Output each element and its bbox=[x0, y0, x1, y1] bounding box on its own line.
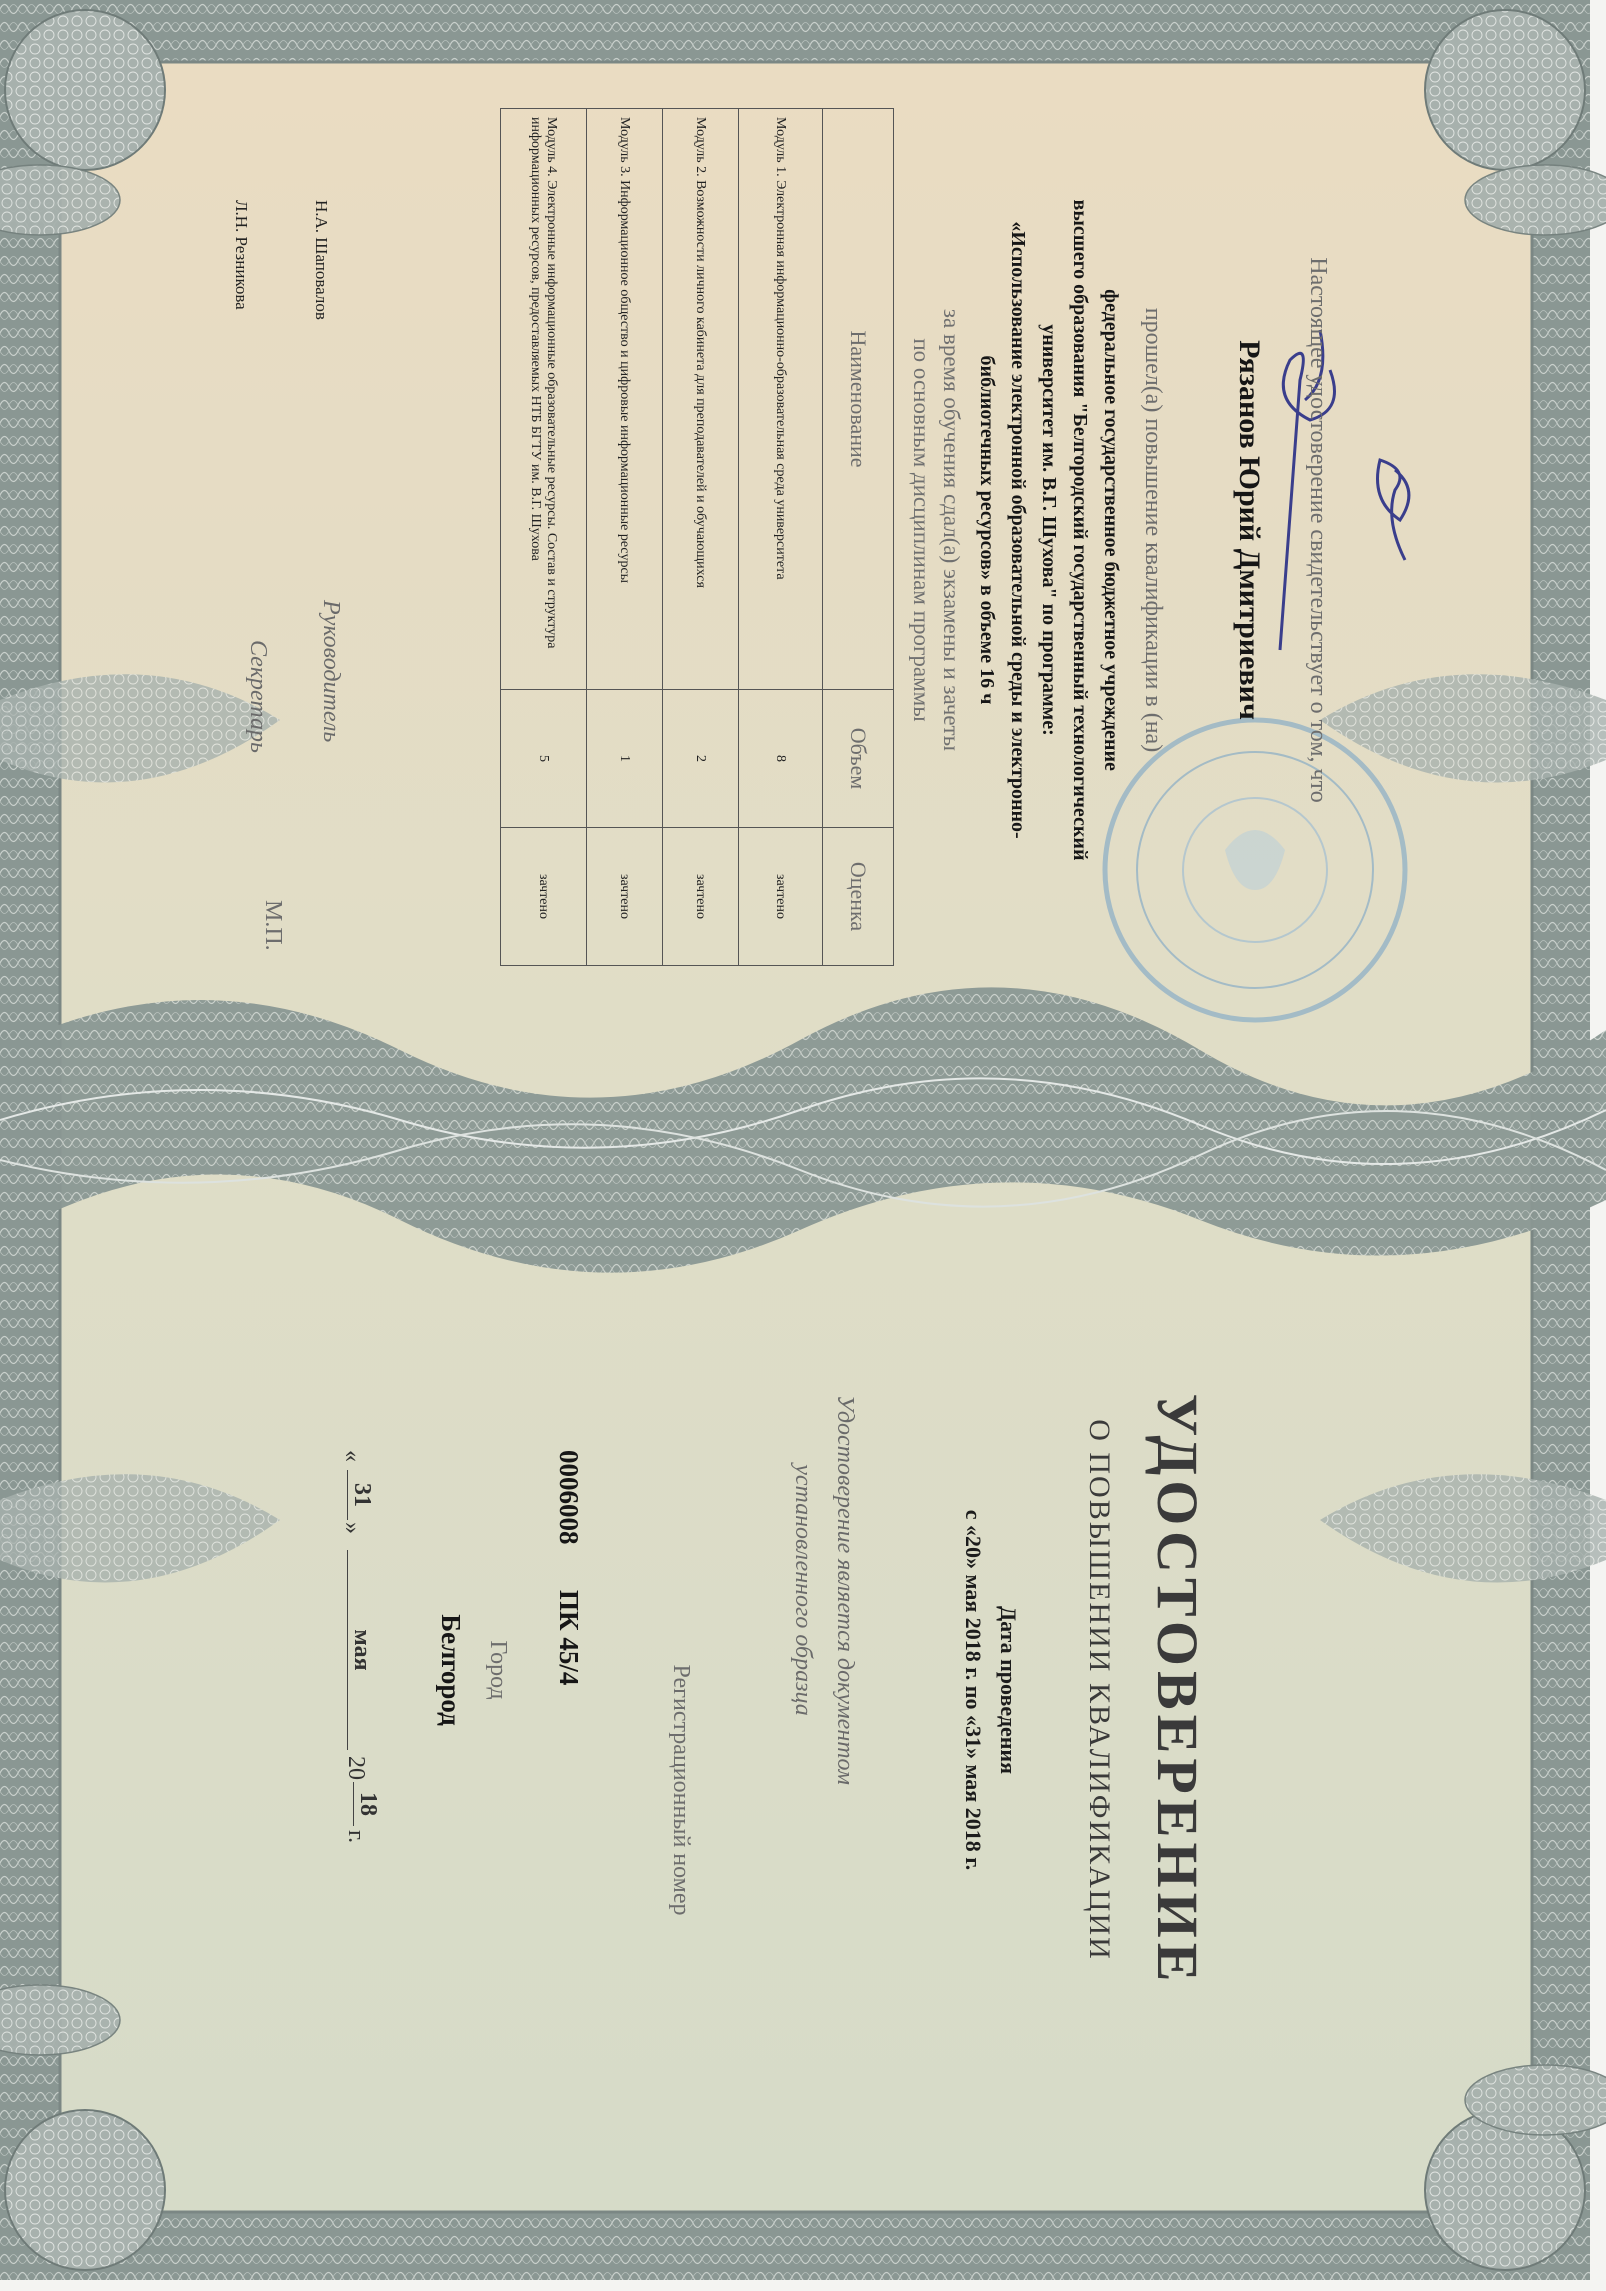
module-name: Модуль 1. Электронная информационно-образовательная среда университета bbox=[739, 109, 823, 690]
module-volume: 8 bbox=[739, 690, 823, 828]
issue-year-prefix: 20 bbox=[343, 1756, 369, 1780]
exams-block bbox=[906, 120, 966, 940]
issue-date-open-quote: « bbox=[339, 1450, 365, 1462]
modules-table bbox=[500, 108, 894, 966]
issue-date-close-quote: » bbox=[339, 1522, 365, 1534]
table-row bbox=[739, 109, 823, 966]
module-volume: 1 bbox=[587, 690, 663, 828]
header-volume: Объем bbox=[823, 690, 894, 828]
issue-day: 31 bbox=[347, 1470, 375, 1520]
stamp-label: М.П. bbox=[260, 900, 286, 951]
table-row bbox=[587, 109, 663, 966]
holder-full-name: Рязанов Юрий Дмитриевич bbox=[1233, 340, 1266, 720]
issue-year-unit: г. bbox=[343, 1830, 369, 1844]
standard-note-line1: Удостоверение является документом bbox=[832, 1395, 858, 1785]
reg-number: 0006008 bbox=[554, 1450, 584, 1545]
exams-line1: за время обучения сдал(а) экзамены и зачеты bbox=[939, 308, 964, 752]
header-name: Наименование bbox=[823, 109, 894, 690]
issue-month: мая bbox=[347, 1550, 375, 1750]
org-line2: высшего образования "Белгородский государственный технологический bbox=[1069, 199, 1091, 861]
table-header-row bbox=[823, 109, 894, 966]
header-grade: Оценка bbox=[823, 828, 894, 966]
head-label: Руководитель bbox=[318, 600, 344, 743]
city-label: Город bbox=[485, 1640, 511, 1700]
intro-text: Настоящее удостоверение свидетельствует о том, что bbox=[1305, 257, 1331, 803]
dates-label: Дата проведения bbox=[996, 1605, 1021, 1774]
module-grade: зачтено bbox=[663, 828, 739, 966]
secretary-label: Секретарь bbox=[245, 640, 271, 753]
organization-block bbox=[971, 120, 1126, 940]
reg-number-label: Регистрационный номер bbox=[668, 1664, 694, 1916]
module-volume: 5 bbox=[501, 690, 587, 828]
exams-line2: по основным дисциплинам программы bbox=[909, 338, 934, 722]
series-code: ПК 45/4 bbox=[554, 1590, 584, 1686]
table-row bbox=[663, 109, 739, 966]
program-line1: «Использование электронной образовательной среды и электронно- bbox=[1007, 221, 1029, 839]
module-volume: 2 bbox=[663, 690, 739, 828]
city-name: Белгород bbox=[436, 1614, 466, 1726]
org-line1: федеральное государственное бюджетное учреждение bbox=[1100, 289, 1122, 771]
module-name: Модуль 3. Информационное общество и цифровые информационные ресурсы bbox=[587, 109, 663, 690]
standard-note-line2: установленного образца bbox=[790, 1464, 816, 1716]
table-row bbox=[501, 109, 587, 966]
issue-year: 18 bbox=[353, 1782, 381, 1826]
program-line2: библиотечных ресурсов» в объеме 16 ч bbox=[976, 355, 998, 705]
module-grade: зачтено bbox=[739, 828, 823, 966]
org-line3: университет им. В.Г. Шухова" по программе: bbox=[1038, 324, 1060, 736]
dates-value: с «20» мая 2018 г. по «31» мая 2018 г. bbox=[961, 1509, 986, 1871]
module-name: Модуль 4. Электронные информационные образовательные ресурсы. Состав и структура информационных ресурсов, предоставляемых НТБ БГТУ им. В.Г. Шухова bbox=[501, 109, 587, 690]
passed-text: прошел(а) повышение квалификации в (на) bbox=[1140, 307, 1166, 753]
certificate-title: УДОСТОВЕРЕНИЕ bbox=[1145, 1393, 1210, 1987]
head-name: Н.А. Шаповалов bbox=[312, 200, 331, 320]
certificate-subtitle: О ПОВЫШЕНИИ КВАЛИФИКАЦИИ bbox=[1083, 1419, 1116, 1961]
module-grade: зачтено bbox=[587, 828, 663, 966]
module-grade: зачтено bbox=[501, 828, 587, 966]
module-name: Модуль 2. Возможности личного кабинета для преподавателей и обучающихся bbox=[663, 109, 739, 690]
secretary-name: Л.Н. Резникова bbox=[232, 200, 251, 310]
